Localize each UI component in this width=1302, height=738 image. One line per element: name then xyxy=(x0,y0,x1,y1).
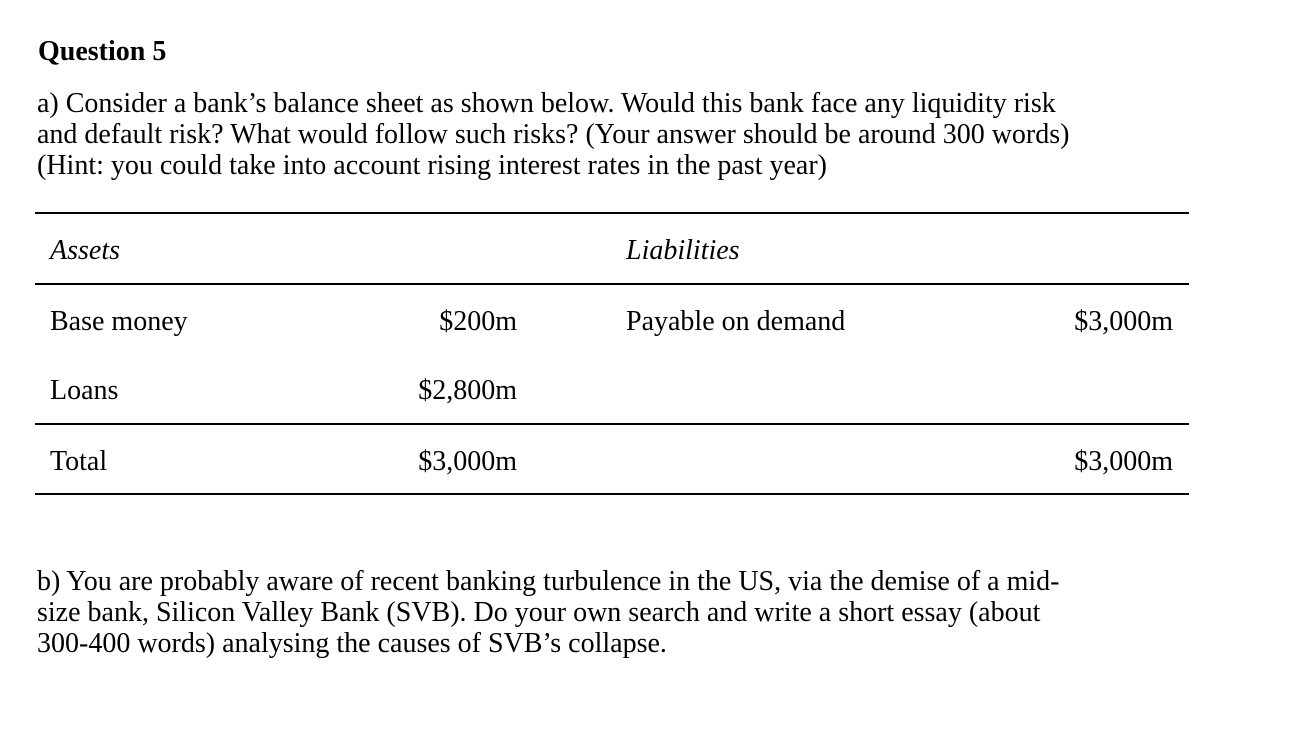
assets-header: Assets xyxy=(50,235,120,266)
part-a-line: and default risk? What would follow such risks? (Your answer should be around 300 words) xyxy=(37,119,1070,150)
total-label: Total xyxy=(50,446,108,477)
total-liability-value: $3,000m xyxy=(1074,446,1173,477)
part-a-line: (Hint: you could take into account rising interest rates in the past year) xyxy=(37,150,827,181)
liability-label: Payable on demand xyxy=(626,306,846,337)
asset-value: $200m xyxy=(439,306,517,337)
table-bottom-rule xyxy=(35,493,1189,495)
total-rule xyxy=(35,423,1189,425)
part-a-line: a) Consider a bank’s balance sheet as shown below. Would this bank face any liquidity risk xyxy=(37,88,1056,119)
asset-label: Base money xyxy=(50,306,188,337)
part-a-text xyxy=(37,88,1069,181)
part-b-line: size bank, Silicon Valley Bank (SVB). Do your own search and write a short essay (about xyxy=(37,597,1041,628)
part-b-line: 300-400 words) analysing the causes of SVB’s collapse. xyxy=(37,628,667,659)
liabilities-header: Liabilities xyxy=(626,235,740,266)
part-b-text xyxy=(37,566,1059,659)
part-b-line: b) You are probably aware of recent banking turbulence in the US, via the demise of a mid- xyxy=(37,566,1060,597)
header-rule xyxy=(35,283,1189,285)
asset-value: $2,800m xyxy=(418,375,517,406)
question-title: Question 5 xyxy=(38,36,167,67)
table-top-rule xyxy=(35,212,1189,214)
asset-label: Loans xyxy=(50,375,119,406)
total-asset-value: $3,000m xyxy=(418,446,517,477)
liability-value: $3,000m xyxy=(1074,306,1173,337)
